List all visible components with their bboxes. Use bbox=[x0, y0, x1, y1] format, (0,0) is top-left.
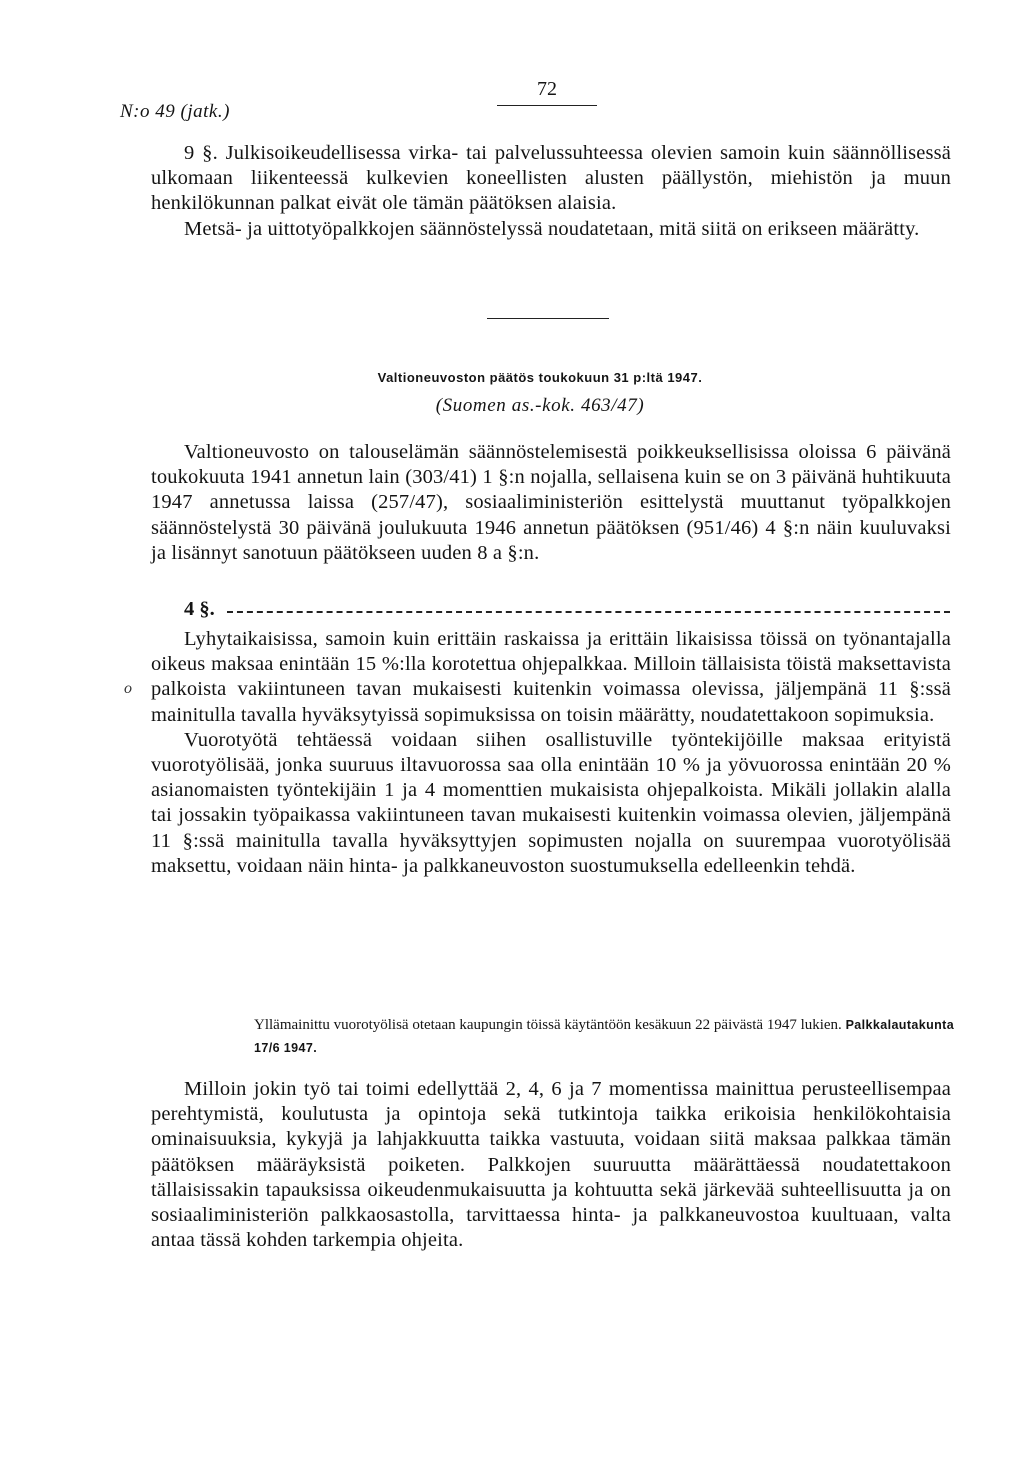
section-4-heading bbox=[184, 598, 950, 621]
final-section bbox=[151, 1077, 951, 1253]
decision-intro-paragraph: Valtioneuvosto on talouselämän säännöstelemisestä poikkeuksellisissa oloissa 6 päivänä toukokuuta 1941 annetun lain (303/41) 1 §:n nojalla, sellaisena kuin se on 3 päivänä huhtikuuta 1947 annetussa laissa (257/47), sosiaaliministeriön esittelystä muuttanut työpalkkojen säännöstelystä 30 päivänä joulukuuta 1946 annetun päätöksen (951/46) 4 §:n näin kuuluvaksi ja lisännyt sanotuun päätökseen uuden 8 a §:n. bbox=[151, 441, 951, 564]
margin-mark: o bbox=[124, 680, 132, 697]
decision-intro bbox=[151, 440, 951, 566]
section-9-paragraph-1: 9 §. Julkisoikeudellisessa virka- tai palvelussuhteessa olevien samoin kuin säännöllisessä ulkomaan liikenteessä kulkevien koneellisten alusten päällystön, miehistön ja muun henkilökunnan palkat eivät ole tämän päätöksen alaisia. bbox=[151, 142, 951, 215]
section-9 bbox=[151, 141, 951, 242]
section-4 bbox=[151, 627, 951, 879]
implementation-note bbox=[254, 1014, 956, 1060]
section-divider bbox=[487, 318, 609, 319]
section-4-label: 4 §. bbox=[184, 598, 215, 620]
final-paragraph: Milloin jokin työ tai toimi edellyttää 2, 4, 6 ja 7 momentissa mainittua perusteellisempaa perehtymistä, koulutusta ja opintoja sekä tutkintoja taikka erikoisia henkilökohtaisia ominaisuuksia, kykyjä ja lahjakkuutta taikka vastuuta, voidaan siitä maksaa palkkaa tämän päätöksen määräyksistä poiketen. Palkkojen suuruutta määrättäessä noudatettakoon tällaisissakin tapauksissa oikeudenmukaisuutta ja kohtuutta sekä järkevää suhteellisuutta ja on sosiaaliministeriön palkkaosastolla, tarvittaessa hinta- ja palkkaneuvostoa kuultuaan, valta antaa tässä kohden tarkempia ohjeita. bbox=[151, 1078, 951, 1252]
page-number: 72 bbox=[497, 78, 597, 103]
note-signature: Palkkalautakunta 17/6 1947. bbox=[254, 1018, 955, 1055]
decision-reference: (Suomen as.-kok. 463/47) bbox=[435, 395, 645, 416]
section-9-paragraph-2: Metsä- ja uittotyöpalkkojen säännöstelyssä noudatetaan, mitä siitä on erikseen määrätty. bbox=[184, 217, 920, 240]
note-text: Yllämainittu vuorotyölisä otetaan kaupungin töissä käytäntöön kesäkuun 22 päivästä 1947 lukien. bbox=[254, 1017, 842, 1033]
issue-reference: N:o 49 (jatk.) bbox=[120, 101, 230, 122]
section-4-paragraph-2: Vuorotyötä tehtäessä voidaan siihen osallistuville työntekijöille maksaa erityistä vuorotyölisää, jonka suuruus iltavuorossa saa olla enintään 10 % ja yövuorossa enintään 20 % asianomaisten työntekijäin 1 ja 4 momenttien mukaisista ohjepalkoista. Mikäli jollakin alalla tai jossakin työpaikassa vakiintuneen tavan mukaisesti kuitenkin voimassa olevien, jäljempänä 11 §:ssä mainitulla tavalla hyväksyttyjen sopimusten nojalla on suurempaa vuorotyölisää maksettu, voidaan näin hinta- ja palkkaneuvoston suostumuksella edelleenkin tehdä. bbox=[151, 728, 951, 877]
section-4-paragraph-1: Lyhytaikaisissa, samoin kuin erittäin raskaissa ja erittäin likaisissa töissä on työnantajalla oikeus maksaa enintään 15 %:lla korotettua ohjepalkkaa. Milloin tällaisista töistä maksettavista palkoista vakiintuneen tavan mukaisesti kuitenkin voimassa olevissa, jäljempänä 11 §:ssä mainitulla tavalla hyväksytyissä sopimuksissa on toisin määrätty, noudatettakoon sopimuksia. bbox=[151, 628, 951, 726]
omission-dashes bbox=[227, 611, 950, 613]
decision-title: Valtioneuvoston päätös toukokuun 31 p:ltä 1947. bbox=[377, 370, 703, 385]
